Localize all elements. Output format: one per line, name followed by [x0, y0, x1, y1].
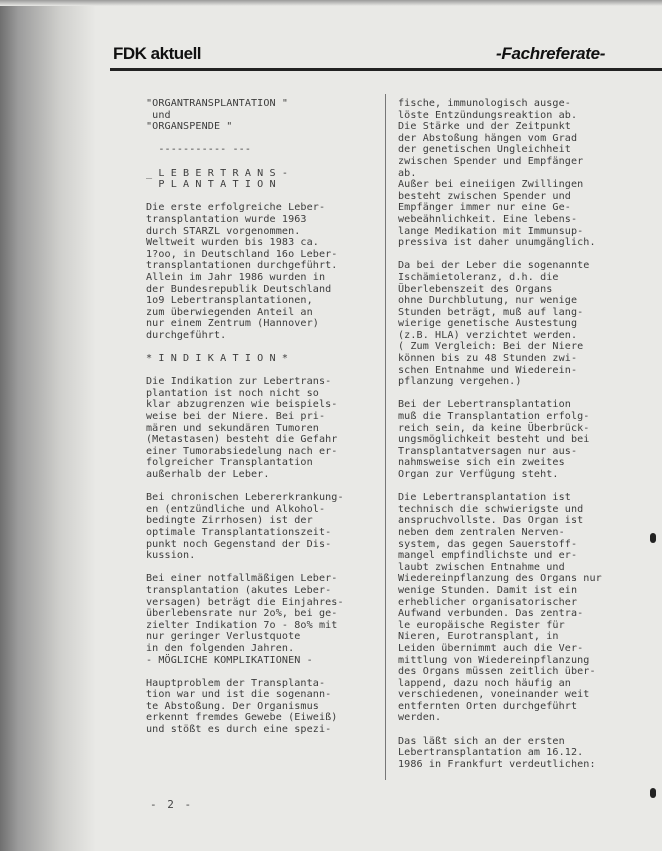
punch-hole-mark	[650, 533, 656, 543]
header-title-right: -Fachreferate-	[496, 44, 606, 63]
column-divider	[385, 94, 386, 780]
scan-shadow-top	[0, 0, 662, 6]
left-column-text: "ORGANTRANSPLANTATION " und "ORGANSPENDE " ----------- --- _ L E B E R T R A N S - P L A N T A T I O N Die erste erfolgreiche Leber- transplantation wurde 1963 durch STARZL vorgenommen. Weltweit wurden bis 1983 ca. 1?oo, in Deutschland 16o Leber- transplantationen durchgeführt. Allein im Jahr 1986 wurden in der Bundesrepublik Deutschland 1o9 Lebertransplantationen, zum überwiegenden Anteil an nur einem Zentrum (Hannover) durchgeführt. * I N D I K A T I O N * Die Indikation zur Lebertrans- plantation ist noch nicht so klar abzugrenzen wie beispiels- weise bei der Niere. Bei pri- mären und sekundären Tumoren (Metastasen) besteht die Gefahr einer Tumorabsiedelung nach er- folgreicher Transplantation außerhalb der Leber. Bei chronischen Lebererkrankung- en (entzündliche und Alkohol- bedingte Zirrhosen) ist der optimale Transplantationszeit- punkt noch Gegenstand der Dis- kussion. Bei einer notfallmäßigen Leber- transplantation (akutes Leber- versagen) beträgt die Einjahres- überlebensrate nur 2o%, bei ge- zielter Indikation 7o - 8o% mit nur geringer Verlustquote in den folgenden Jahren. - MÖGLICHE KOMPLIKATIONEN - Hauptproblem der Transplanta- tion war und ist die sogenann- te Abstoßung. Der Organismus erkennt fremdes Gewebe (Eiweiß) und stößt es durch eine spezi-	[146, 98, 344, 736]
right-column-text: fische, immunologisch ausge- löste Entzündungsreaktion ab. Die Stärke und der Zeitpunkt der Abstoßung hängen vom Grad der genetischen Ungleichheit zwischen Spender und Empfänger ab. Außer bei eineiigen Zwillingen besteht zwischen Spender und Empfänger immer nur eine Ge- webeähnlichkeit. Eine lebens- lange Medikation mit Immunsup- pressiva ist daher unumgänglich. Da bei der Leber die sogenannte Ischämietoleranz, d.h. die Überlebenszeit des Organs ohne Durchblutung, nur wenige Stunden beträgt, muß auf lang- wierige genetische Austestung (z.B. HLA) verzichtet werden. ( Zum Vergleich: Bei der Niere können bis zu 48 Stunden zwi- schen Entnahme und Wiederein- pflanzung vergehen.) Bei der Lebertransplantation muß die Transplantation erfolg- reich sein, da keine Überbrück- ungsmöglichkeit besteht und bei Transplantatversagen nur aus- nahmsweise sich ein zweites Organ zur Verfügung steht. Die Lebertransplantation ist technisch die schwierigste und anspruchvollste. Das Organ ist neben dem zentralen Nerven- system, das gegen Sauerstoff- mangel empfindlichste und er- laubt zwischen Entnahme und Wiedereinpflanzung des Organs nur wenige Stunden. Damit ist ein erheblicher organisatorischer Aufwand verbunden. Das zentra- le europäische Register für Nieren, Eurotransplant, in Leiden übernimmt auch die Ver- mittlung von Wiedereinpflanzung des Organs müssen zeitlich über- lappend, dazu noch häufig an verschiedenen, voneinander weit entfernten Orten durchgeführt werden. Das läßt sich an der ersten Lebertransplantation am 16.12. 1986 in Frankfurt verdeutlichen:	[398, 98, 602, 770]
scan-shadow-left	[0, 0, 96, 851]
header-title-left: FDK aktuell	[113, 44, 202, 63]
punch-hole-mark	[650, 788, 656, 798]
header-rule	[110, 68, 662, 71]
page-number: - 2 -	[150, 798, 194, 811]
